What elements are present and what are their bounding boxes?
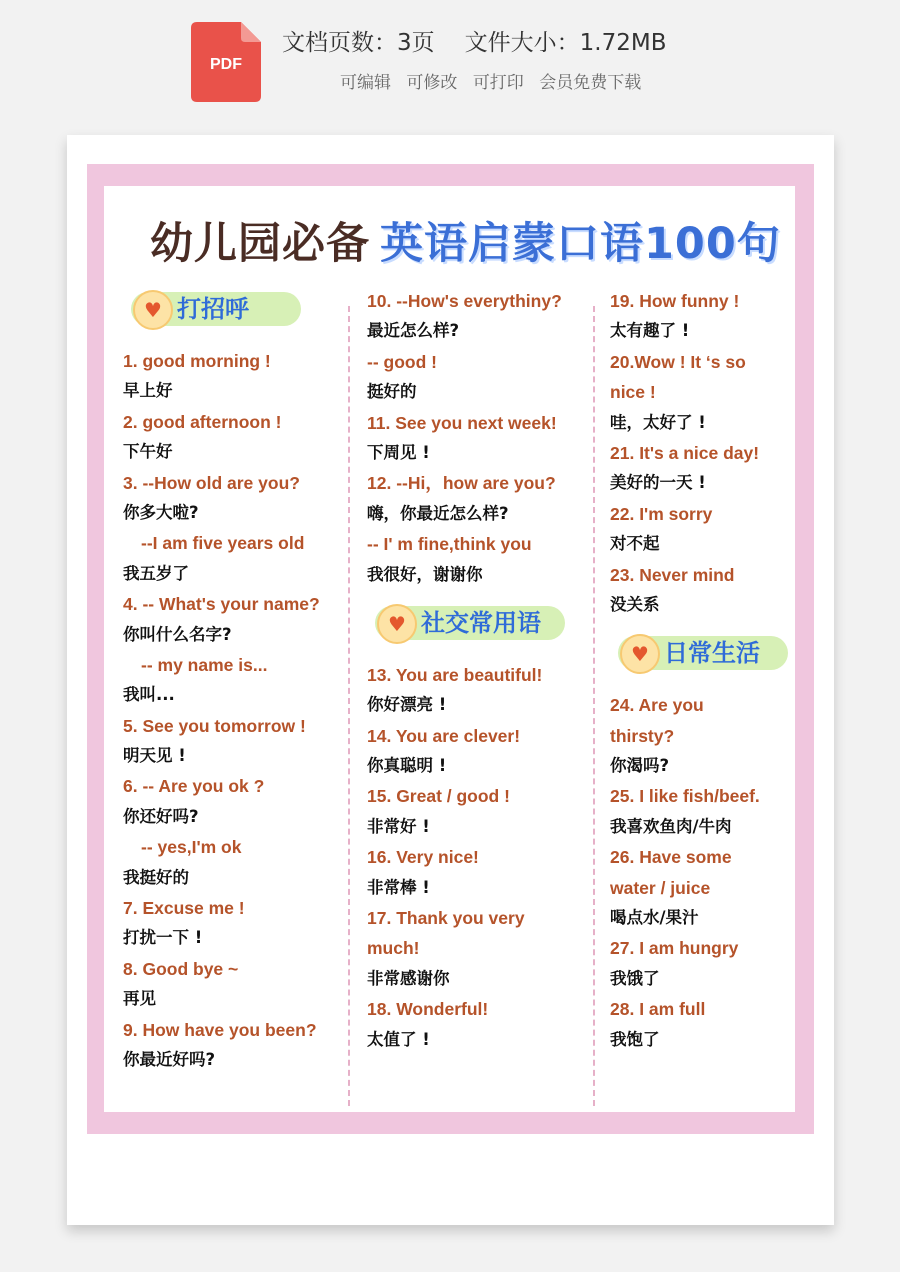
section-title: 社交常用语 bbox=[421, 608, 541, 637]
english-phrase: 17. Thank you very bbox=[367, 908, 525, 929]
chinese-translation: 没关系 bbox=[610, 594, 660, 614]
phrase-list bbox=[123, 346, 351, 1075]
english-phrase: -- my name is... bbox=[141, 654, 268, 675]
english-phrase: 25. I like fish/beef. bbox=[610, 786, 760, 807]
heart-icon: ♥ bbox=[377, 604, 417, 644]
chinese-translation: 你好漂亮 ! bbox=[367, 695, 447, 715]
chinese-translation: 再见 bbox=[123, 989, 156, 1009]
english-phrase: 10. --How's everythiny? bbox=[367, 291, 562, 311]
file-size: 文件大小：1.72MB bbox=[464, 30, 667, 56]
english-phrase: nice ! bbox=[610, 382, 656, 403]
phrase-list bbox=[610, 690, 790, 1055]
chinese-translation: 你真聪明 ! bbox=[367, 756, 447, 776]
english-phrase: 20.Wow ! It ‘s so bbox=[610, 351, 746, 372]
chinese-translation: 最近怎么样? bbox=[367, 321, 460, 341]
english-phrase: much! bbox=[367, 938, 420, 959]
chinese-translation: 嗨，你最近怎么样? bbox=[367, 503, 509, 523]
chinese-translation: 你叫什么名字? bbox=[123, 624, 232, 644]
english-phrase: 15. Great / good ! bbox=[367, 786, 510, 807]
pdf-label: PDF bbox=[210, 56, 242, 73]
heart-icon: ♥ bbox=[133, 290, 173, 330]
english-phrase: 27. I am hungry bbox=[610, 938, 739, 959]
chinese-translation: 非常棒 ! bbox=[367, 877, 430, 897]
section-social bbox=[367, 600, 589, 646]
english-phrase: 8. Good bye ~ bbox=[123, 958, 239, 979]
english-phrase: -- I' m fine,think you bbox=[367, 534, 532, 555]
english-phrase: 22. I'm sorry bbox=[610, 503, 713, 524]
english-phrase: 14. You are clever! bbox=[367, 725, 521, 746]
chinese-translation: 我挺好的 bbox=[123, 867, 189, 887]
english-phrase: 6. -- Are you ok ? bbox=[123, 776, 265, 797]
chinese-translation: 我饿了 bbox=[610, 968, 660, 988]
phrase-list bbox=[367, 286, 589, 590]
english-phrase: 16. Very nice! bbox=[367, 847, 479, 868]
pink-frame bbox=[87, 164, 814, 1134]
chinese-translation: 喝点水/果汁 bbox=[610, 908, 699, 928]
heart-icon: ♥ bbox=[620, 634, 660, 674]
chinese-translation: 我叫... bbox=[123, 685, 175, 705]
english-phrase: 7. Excuse me ! bbox=[123, 898, 245, 919]
doc-tags bbox=[340, 68, 651, 93]
chinese-translation: 太值了 ! bbox=[367, 1029, 430, 1049]
title-part-1: 幼儿园必备 bbox=[150, 219, 370, 269]
english-phrase: 21. It's a nice day! bbox=[610, 442, 760, 463]
chinese-translation: 打扰一下 ! bbox=[123, 928, 203, 948]
doc-info bbox=[282, 24, 666, 57]
chinese-translation: 下午好 bbox=[123, 442, 173, 462]
chinese-translation: 太有趣了 ! bbox=[610, 321, 690, 341]
title-part-2: 英语启蒙口语100句 bbox=[380, 219, 781, 269]
tag-modifiable: 可修改 bbox=[406, 73, 458, 93]
english-phrase: 11. See you next week! bbox=[367, 412, 557, 433]
chinese-translation: 下周见 ! bbox=[367, 442, 430, 462]
english-phrase: 9. How have you been? bbox=[123, 1019, 317, 1040]
english-phrase: 2. good afternoon ! bbox=[123, 411, 282, 432]
english-phrase: 3. --How old are you? bbox=[123, 472, 300, 493]
english-phrase: -- good ! bbox=[367, 351, 437, 372]
chinese-translation: 你多大啦? bbox=[123, 502, 199, 522]
english-phrase: 28. I am full bbox=[610, 999, 706, 1020]
chinese-translation: 你最近好吗? bbox=[123, 1049, 216, 1069]
column-divider bbox=[593, 306, 595, 1106]
english-phrase: 4. -- What's your name? bbox=[123, 594, 320, 615]
chinese-translation: 我饱了 bbox=[610, 1029, 660, 1049]
chinese-translation: 挺好的 bbox=[367, 382, 417, 402]
english-phrase: 5. See you tomorrow ! bbox=[123, 715, 306, 736]
section-greeting bbox=[123, 286, 351, 332]
column-3 bbox=[610, 286, 790, 1055]
document-page bbox=[67, 135, 834, 1225]
english-phrase: --I am five years old bbox=[141, 533, 305, 554]
english-phrase: 26. Have some bbox=[610, 847, 732, 868]
chinese-translation: 早上好 bbox=[123, 381, 173, 401]
chinese-translation: 我很好，谢谢你 bbox=[367, 564, 483, 584]
phrase-list bbox=[367, 660, 589, 1055]
english-phrase: -- yes,I'm ok bbox=[141, 837, 242, 858]
section-daily bbox=[610, 630, 790, 676]
english-phrase: 24. Are you bbox=[610, 695, 704, 716]
page-count: 文档页数：3页 bbox=[282, 30, 435, 56]
pdf-file-icon bbox=[191, 22, 261, 102]
section-title: 日常生活 bbox=[664, 639, 760, 668]
tag-printable: 可打印 bbox=[472, 73, 524, 93]
chinese-translation: 我五岁了 bbox=[123, 563, 189, 583]
english-phrase: 19. How funny ! bbox=[610, 291, 740, 311]
chinese-translation: 非常感谢你 bbox=[367, 968, 450, 988]
column-2 bbox=[367, 286, 589, 1055]
tag-editable: 可编辑 bbox=[340, 73, 391, 93]
poster-content bbox=[104, 186, 795, 1112]
section-title: 打招呼 bbox=[177, 295, 249, 323]
english-phrase: 12. --Hi，how are you? bbox=[367, 473, 556, 494]
tag-member-free: 会员免费下载 bbox=[539, 73, 642, 93]
column-1 bbox=[123, 286, 351, 1075]
phrase-list bbox=[610, 286, 790, 620]
english-phrase: 18. Wonderful! bbox=[367, 999, 489, 1020]
chinese-translation: 你还好吗? bbox=[123, 806, 199, 826]
english-phrase: water / juice bbox=[610, 877, 711, 898]
chinese-translation: 我喜欢鱼肉/牛肉 bbox=[610, 816, 732, 836]
english-phrase: 13. You are beautiful! bbox=[367, 664, 543, 685]
poster-title bbox=[150, 210, 781, 271]
chinese-translation: 美好的一天 ! bbox=[610, 473, 706, 493]
english-phrase: 1. good morning ! bbox=[123, 351, 271, 371]
chinese-translation: 哇，太好了 ! bbox=[610, 412, 706, 432]
chinese-translation: 非常好 ! bbox=[367, 816, 430, 836]
english-phrase: 23. Never mind bbox=[610, 564, 735, 585]
chinese-translation: 对不起 bbox=[610, 534, 660, 554]
chinese-translation: 明天见 ! bbox=[123, 746, 186, 766]
chinese-translation: 你渴吗? bbox=[610, 756, 670, 776]
english-phrase: thirsty? bbox=[610, 725, 675, 746]
